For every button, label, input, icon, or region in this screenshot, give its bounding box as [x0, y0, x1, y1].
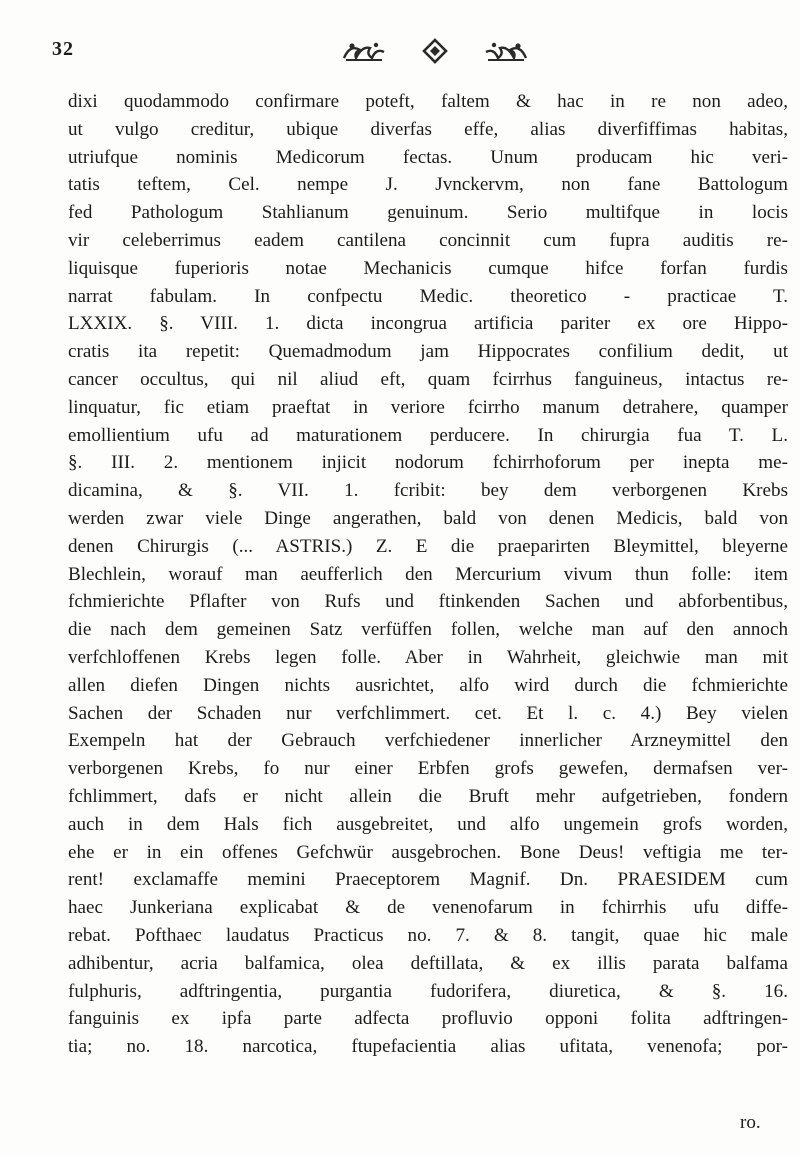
text-line: fed Pathologum Stahlianum genuinum. Serio multifque in locis	[68, 202, 788, 224]
text-line: Sachen der Schaden nur verfchlimmert. cet. Et l. c. 4.) Bey vielen	[68, 702, 788, 724]
text-line: linquatur, fic etiam praeftat in veriore fcirrho manum detrahere, quamper	[68, 396, 788, 418]
text-line: auch in dem Hals fich ausgebreitet, und alfo ungemein grofs worden,	[68, 813, 788, 835]
text-line: denen Chirurgis (... ASTRIS.) Z. E die praeparirten Bleymittel, bleyerne	[68, 535, 788, 557]
text-line: LXXIX. §. VIII. 1. dicta incongrua artificia pariter ex ore Hippo-	[68, 313, 788, 335]
text-line: verborgenen Krebs, fo nur einer Erbfen grofs gewefen, dermafsen ver-	[68, 758, 788, 780]
page-number: 32	[52, 38, 74, 60]
text-line: tatis teftem, Cel. nempe J. Jvnckervm, non fane Battologum	[68, 174, 788, 196]
text-line: ehe er in ein offenes Gefchwür ausgebrochen. Bone Deus! veftigia me ter-	[68, 841, 788, 863]
text-line: fulphuris, adftringentia, purgantia fudorifera, diuretica, & §. 16.	[68, 980, 788, 1002]
text-line: tia; no. 18. narcotica, ftupefacientia alias ufitata, venenofa; por-	[68, 1036, 788, 1058]
catchword: ro.	[740, 1112, 761, 1133]
text-line: verfchloffenen Krebs legen folle. Aber in Wahrheit, gleichwie man mit	[68, 646, 788, 668]
text-line: §. III. 2. mentionem injicit nodorum fchirrhoforum per inepta me-	[68, 452, 788, 474]
left-fleuron-icon	[340, 36, 388, 66]
text-line: ut vulgo creditur, ubique diverfas effe, alias diverfiffimas habitas,	[68, 118, 788, 140]
text-line: rebat. Pofthaec laudatus Practicus no. 7. & 8. tangit, quae hic male	[68, 924, 788, 946]
text-line: dicamina, & §. VII. 1. fcribit: bey dem verborgenen Krebs	[68, 480, 788, 502]
text-line: cratis ita repetit: Quemadmodum jam Hippocrates confilium dedit, ut	[68, 341, 788, 363]
center-diamond-icon	[422, 38, 448, 64]
text-line: Exempeln hat der Gebrauch verfchiedener innerlicher Arzneymittel den	[68, 730, 788, 752]
text-line: dixi quodammodo confirmare poteft, faltem & hac in re non adeo,	[68, 91, 788, 112]
text-line: adhibentur, acria balfamica, olea deftillata, & ex illis parata balfama	[68, 952, 788, 974]
text-line: vir celeberrimus eadem cantilena concinnit cum fupra auditis re-	[68, 229, 788, 251]
text-line: fchmierichte Pflafter von Rufs und ftinkenden Sachen und abforbentibus,	[68, 591, 788, 613]
text-line: haec Junkeriana explicabat & de venenofarum in fchirrhis ufu diffe-	[68, 897, 788, 919]
text-line: narrat fabulam. In confpectu Medic. theoretico - practicae T.	[68, 285, 788, 307]
text-line: liquisque fuperioris notae Mechanicis cumque hifce forfan furdis	[68, 257, 788, 279]
right-fleuron-icon	[482, 36, 530, 66]
text-line: rent! exclamaffe memini Praeceptorem Magnif. Dn. PRAESIDEM cum	[68, 869, 788, 891]
text-line: werden zwar viele Dinge angerathen, bald von denen Medicis, bald von	[68, 507, 788, 529]
text-line: fanguinis ex ipfa parte adfecta profluvio opponi folita adftringen-	[68, 1008, 788, 1030]
text-line: emollientium ufu ad maturationem perducere. In chirurgia fua T. L.	[68, 424, 788, 446]
body-text	[68, 88, 788, 1061]
text-line: fchlimmert, dafs er nicht allein die Bruft mehr aufgetrieben, fondern	[68, 785, 788, 807]
text-line: allen diefen Dingen nichts ausrichtet, alfo wird durch die fchmierichte	[68, 674, 788, 696]
text-line: cancer occultus, qui nil aliud eft, quam fcirrhus fanguineus, intactus re-	[68, 368, 788, 390]
text-line: utriufque nominis Medicorum fectas. Unum producam hic veri-	[68, 146, 788, 168]
header-ornament	[340, 34, 530, 68]
text-line: Blechlein, worauf man aeufferlich den Mercurium vivum thun folle: item	[68, 563, 788, 585]
text-line: die nach dem gemeinen Satz verfüffen follen, welche man auf den annoch	[68, 619, 788, 641]
